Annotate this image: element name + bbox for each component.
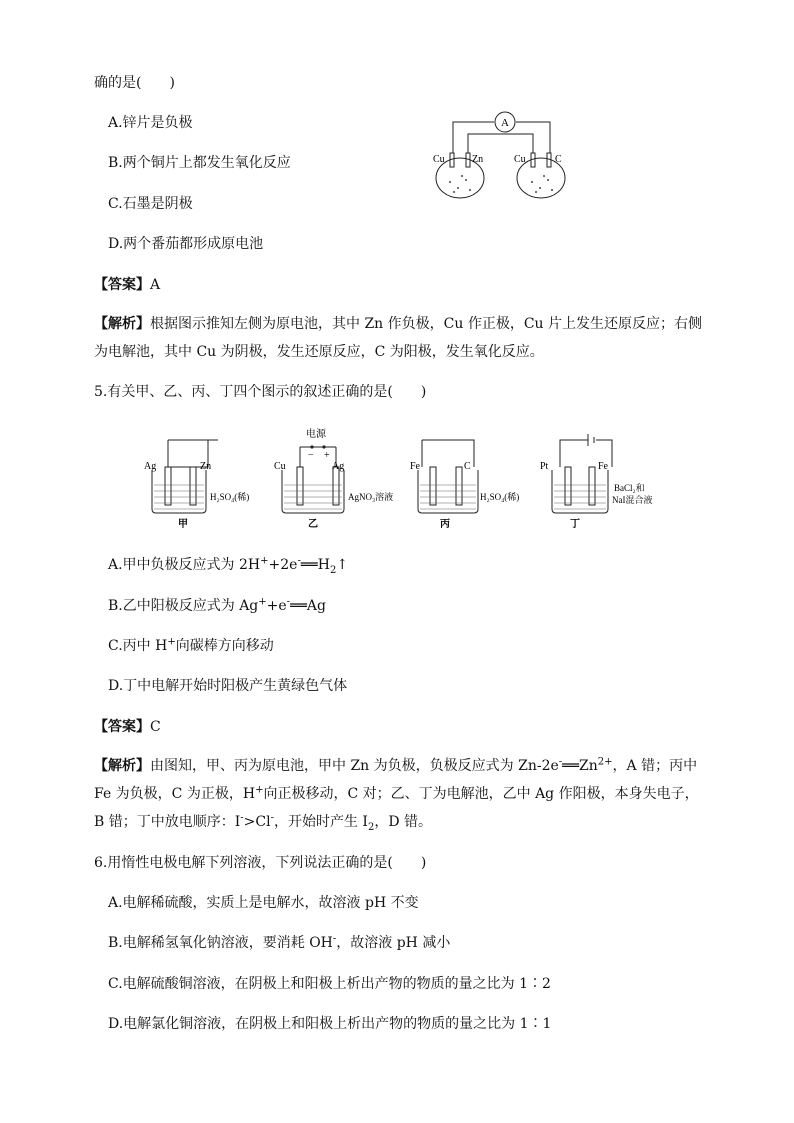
jia-solution-label: H₂SO₄(稀) — [210, 492, 250, 502]
yi-plus-label: + — [324, 450, 330, 461]
q5-option-c: C.丙中 H+向碳棒方向移动 — [108, 636, 274, 654]
ding-left-label: Pt — [540, 461, 549, 472]
q4-left-electrode-2: Zn — [472, 154, 484, 165]
q4-tomato-figure — [428, 106, 588, 206]
q5-option-d: D.丁中电解开始时阳极产生黄绿色气体 — [108, 678, 348, 694]
q4-explanation: 【解析】根据图示推知左侧为原电池，其中 Zn 作负极，Cu 作正极，Cu 片上发生还原反应；右侧为电解池，其中 Cu 为阴极，发生还原反应，C 为阳极，发生氧化反应。 — [94, 316, 702, 360]
q6-option-a: A.电解稀硫酸，实质上是电解水，故溶液 pH 不变 — [108, 895, 419, 911]
yi-power-label: 电源 — [306, 429, 326, 440]
q5-answer: 【答案】C — [94, 719, 161, 735]
bing-left-label: Fe — [410, 461, 420, 472]
ding-caption: 丁 — [570, 519, 580, 530]
q4-option-d: D.两个番茄都形成原电池 — [108, 236, 264, 252]
q6-option-d: D.电解氯化铜溶液，在阴极上和阳极上析出产物的物质的量之比为 1∶1 — [108, 1016, 552, 1032]
jia-right-label: Zn — [200, 461, 212, 472]
q4-right-electrode-2: C — [555, 154, 562, 165]
q4-right-electrode-1: Cu — [514, 154, 526, 165]
yi-solution-label: AgNO₃溶液 — [348, 492, 394, 502]
q4-option-b: B.两个铜片上都发生氧化反应 — [108, 155, 291, 171]
q5-explanation: 【解析】由图知，甲、丙为原电池，甲中 Zn 为负极，负极反应式为 $Zn-2e^-══Zn^{2+}$，A 错；丙中 Fe 为负极，C 为正极，H+向正极移动，C 对；乙、丁为电解池，乙中 Ag 作阳极，本身失电子，B 错；丁中放电顺序：I->Cl-，开始时产生 $I_2$，D 错。 — [94, 756, 699, 833]
jia-left-label: Ag — [144, 461, 157, 472]
ding-solution-line2: NaI混合液 — [612, 495, 653, 505]
q4-left-electrode-1: Cu — [433, 154, 445, 165]
yi-right-label: Ag — [332, 461, 345, 472]
ding-solution-line1: BaCl₂和 — [614, 483, 645, 493]
ammeter-label: A — [501, 117, 509, 129]
q4-option-c: C.石墨是阴极 — [108, 196, 193, 212]
yi-caption: 乙 — [308, 519, 318, 530]
q5-stem: 5.有关甲、乙、丙、丁四个图示的叙述正确的是( ) — [94, 384, 427, 400]
q4-option-a: A.锌片是负极 — [108, 115, 193, 131]
ding-right-label: Fe — [598, 461, 608, 472]
bing-right-label: C — [464, 461, 471, 472]
q6-option-c: C.电解硫酸铜溶液，在阴极上和阳极上析出产物的物质的量之比为 1∶2 — [108, 976, 551, 992]
yi-minus-label: − — [308, 450, 314, 461]
q4-stem-tail: 确的是( ) — [94, 75, 175, 91]
q5-option-a: A.甲中负极反应式为 $2H^++2e^-══H_2↑$ — [108, 555, 349, 576]
q6-stem: 6.用惰性电极电解下列溶液，下列说法正确的是( ) — [94, 855, 427, 871]
yi-left-label: Cu — [274, 461, 286, 472]
q5-cells-figure — [140, 425, 660, 535]
q4-answer: 【答案】A — [94, 277, 161, 293]
bing-caption: 丙 — [440, 519, 450, 530]
q5-option-b: B.乙中阳极反应式为 Ag++e-══Ag — [108, 596, 326, 614]
jia-caption: 甲 — [178, 519, 188, 530]
bing-solution-label: H₂SO₄(稀) — [480, 492, 520, 502]
q6-option-b: B.电解稀氢氧化钠溶液，要消耗 OH-，故溶液 pH 减小 — [108, 933, 451, 951]
